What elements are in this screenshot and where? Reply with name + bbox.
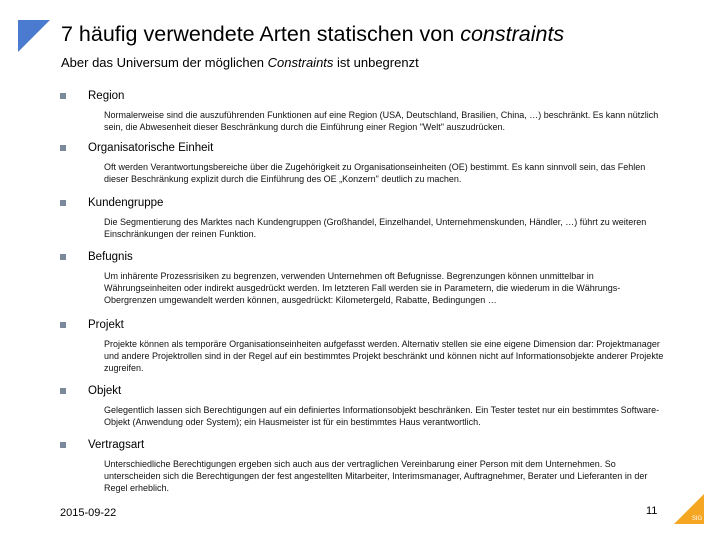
item-description: Projekte können als temporäre Organisationseinheiten aufgefasst werden. Alternativ stellen sie eine eigene Dimension dar: Projektmanager und andere Projektrollen sind in der Regel auf ein bestimmtes Projekt beschränkt und können nicht auf Informationsobjekte anderer Projekte zugreifen. [104, 339, 664, 374]
bullet-square-icon [60, 93, 66, 99]
bullet-square-icon [60, 442, 66, 448]
item-description: Die Segmentierung des Marktes nach Kundengruppen (Großhandel, Einzelhandel, Unternehmenskunden, Händler, …) führt zu weiteren Einschränkungen der reinen Funktion. [104, 217, 647, 240]
subtitle-pre-text: Aber das Universum der möglichen [61, 55, 268, 70]
slide-title [61, 20, 564, 48]
item-title: Region [88, 90, 125, 102]
corner-triangle-icon [18, 20, 50, 52]
bullet-square-icon [60, 388, 66, 394]
item-description: Unterschiedliche Berechtigungen ergeben sich auch aus der vertraglichen Vereinbarung einer Person mit dem Unternehmen. So unterscheiden sich die Berechtigungen der fest angestellten Mitarbeiter, Interimsmanager, Auftragnehmer, Berater und Lieferanten in der Regel erheblich. [104, 459, 648, 494]
footer-date: 2015-09-22 [60, 507, 117, 519]
bullet-square-icon [60, 145, 66, 151]
slide-subtitle [61, 55, 419, 71]
item-title: Organisatorische Einheit [88, 142, 214, 154]
bullet-square-icon [60, 200, 66, 206]
title-emphasis-text: constraints [460, 22, 565, 46]
title-main-text: 7 häufig verwendete Arten statischen von [61, 22, 461, 46]
item-description: Normalerweise sind die auszuführenden Funktionen auf eine Region (USA, Deutschland, Brasilien, China, …) beschränkt. Es kann nützlich sein, die Abwesenheit dieser Beschränkung durch die Einführung einer Region "Welt" auszudrücken. [104, 110, 659, 133]
item-title: Kundengruppe [88, 197, 164, 209]
item-description: Um inhärente Prozessrisiken zu begrenzen, verwenden Unternehmen oft Befugnisse. Begrenzungen können unmittelbar in Währungseinheiten oder indirekt ausgedrückt werden. Im letzteren Fall werden sie in Parametern, die wiederum in die Währungs-Obergrenzen umgewandelt werden können, ausgedrückt: Kilometergeld, Rabatte, Bedingungen … [104, 271, 621, 306]
item-description: Gelegentlich lassen sich Berechtigungen auf ein definiertes Informationsobjekt beschränken. Ein Tester testet nur ein bestimmtes Software-Objekt (Anwendung oder System); ein Hausmeister ist für ein bestimmtes Haus verantwortlich. [104, 405, 660, 428]
item-title: Projekt [88, 319, 124, 331]
subtitle-post-text: ist unbegrenzt [333, 55, 419, 70]
item-description: Oft werden Verantwortungsbereiche über die Zugehörigkeit zu Organisationseinheiten (OE) bestimmt. Es kann sinnvoll sein, das Fehlen dieser Beschränkung explizit durch die Einführung des OE „Konzern" deutlich zu machen. [104, 162, 646, 185]
bullet-square-icon [60, 322, 66, 328]
bullet-square-icon [60, 254, 66, 260]
item-title: Befugnis [88, 251, 133, 263]
company-logo-text: SIG [691, 516, 703, 522]
page-number: 11 [646, 505, 658, 517]
item-title: Objekt [88, 385, 122, 397]
subtitle-emphasis-text: Constraints [267, 55, 334, 70]
company-logo [674, 494, 704, 524]
item-title: Vertragsart [88, 439, 145, 451]
